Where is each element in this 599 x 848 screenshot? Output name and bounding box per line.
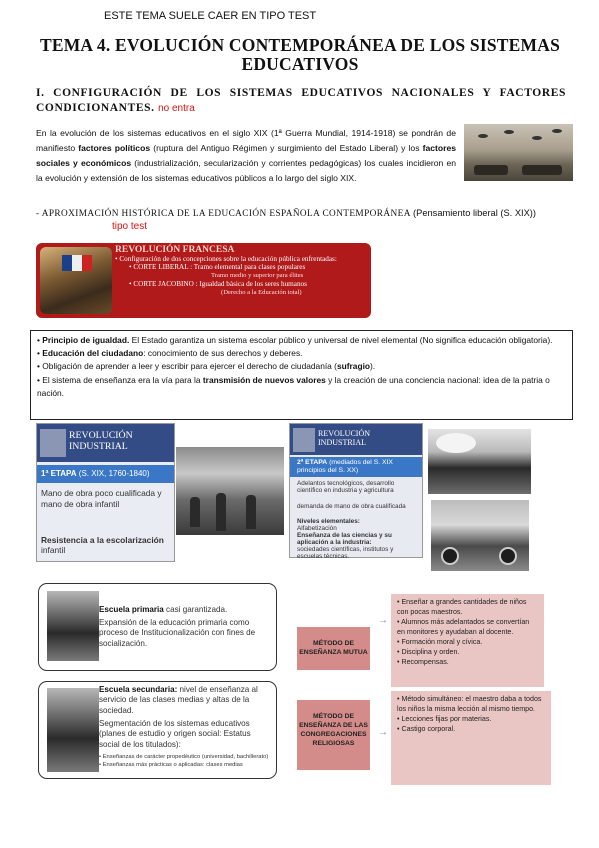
war-photo	[464, 124, 573, 181]
industrial-title: REVOLUCIÓN INDUSTRIAL	[69, 430, 133, 452]
industrial-stage-2	[289, 423, 423, 561]
liberty-painting	[40, 247, 112, 314]
intro-text-3: (industrialización, secularización y corrientes pedagógicas) los cuales incidieron en la evolución y extensión de los sistemas educativos públicos a lo largo del siglo XIX.	[36, 158, 456, 183]
page-title: TEMA 4. EVOLUCIÓN CONTEMPORÁNEA DE LOS SISTEMAS EDUCATIVOS	[39, 35, 561, 74]
tipo-test-note: tipo test	[112, 221, 148, 232]
section-note: no entra	[158, 103, 195, 114]
section-heading-text: I. CONFIGURACIÓN DE LOS SISTEMAS EDUCATIVOS NACIONALES Y FACTORES CONDICIONANTES.	[36, 87, 566, 114]
primary-body: Expansión de la educación primaria como proceso de Institucionalización con fines de socialización.	[99, 618, 256, 648]
stage-text-2: Resistencia a la escolarización infantil	[41, 535, 164, 555]
method-item: • Lecciones fijas por materias.	[397, 715, 492, 723]
car-photo	[431, 500, 529, 571]
secondary-body: Segmentación de los sistemas educativos (planes de estudio y origen social: Estatus social de los titulados):	[99, 719, 251, 749]
method-item: • Enseñar a grandes cantidades de niños con pocas maestros.	[397, 598, 527, 616]
method-item: • Disciplina y orden.	[397, 648, 460, 656]
revolution-liberal-2: Tramo medio y superior para élites	[211, 271, 304, 279]
intro-paragraph	[36, 126, 456, 186]
revolution-title: REVOLUCIÓN FRANCESA	[115, 245, 235, 255]
method-item: • Alumnos más adelantados se convertían en monitores y ayudaban al docente.	[397, 618, 530, 636]
intro-bold-2: factores sociales y económicos	[36, 143, 457, 168]
secondary-school-card	[38, 681, 277, 779]
stage-text: Mano de obra poco cualificada y mano de obra infantil	[41, 488, 162, 509]
method-congregaciones-label: MÉTODO DE ENSEÑANZA DE LAS CONGREGACIONES RELIGIOSAS	[297, 700, 370, 770]
secondary-title: Escuela secundaria: nivel de enseñanza al servicio de las clases medias y altas de la sociedad.	[99, 685, 258, 715]
train-photo	[428, 429, 531, 494]
principle-item: • Principio de igualdad. El Estado garantiza un sistema escolar público y universal de nivel elemental (No significa educación obligatoria).	[37, 335, 553, 345]
revolution-line: • Configuración de dos concepciones sobre la educación pública enfrentadas:	[115, 255, 337, 263]
stage-text: Adelantos tecnológicos, desarrollo científico en industria y agricultura	[297, 480, 395, 495]
stage-text: Alfabetización	[297, 525, 337, 532]
intro-text-2: (ruptura del Antiguo Régimen y surgimiento del Estado Liberal) y los	[153, 143, 420, 153]
intro-text-1: En la evolución de los sistemas educativos en el siglo XIX (1ª Guerra Mundial, 1914-1918) se pondrán de manifiesto	[36, 128, 456, 153]
subheading	[36, 206, 576, 221]
stage-label: 2ª ETAPA (mediados del S. XIX principios del S. XX)	[297, 459, 393, 474]
method-item: • Recompensas.	[397, 658, 449, 666]
primary-school-card	[38, 583, 277, 671]
flag-icon	[62, 255, 92, 271]
top-note: ESTE TEMA SUELE CAER EN TIPO TEST	[104, 10, 317, 22]
subheading-paren: (Pensamiento liberal (S. XIX))	[413, 208, 537, 218]
method-item: • Castigo corporal.	[397, 725, 456, 733]
principles-box	[30, 330, 573, 420]
principle-item: • Obligación de aprender a leer y escribir para ejercer el derecho de ciudadanía (sufragio).	[37, 361, 376, 372]
industrial-stage-1	[36, 423, 175, 562]
classroom-photo	[47, 688, 99, 772]
revolution-liberal: • CORTE LIBERAL : Tramo elemental para clases populares	[129, 263, 306, 272]
method-mutua-list	[391, 594, 544, 687]
revolution-jacobino: • CORTE JACOBINO : Igualdad básica de los seres humanos	[129, 280, 307, 289]
industrial-title: REVOLUCIÓN INDUSTRIAL	[318, 429, 370, 447]
method-item: • Método simultáneo: el maestro daba a todos los niños la misma lección al mismo tiempo.	[397, 695, 542, 713]
factory-icon	[40, 429, 66, 457]
intro-bold-1: factores políticos	[78, 143, 151, 153]
method-congregaciones-list	[391, 691, 551, 785]
stage-text: Enseñanza de las ciencias y su aplicación a la industria:	[297, 532, 392, 547]
section-heading	[36, 86, 566, 116]
primary-title: Escuela primaria casi garantizada.	[99, 605, 228, 614]
subheading-text: - APROXIMACIÓN HISTÓRICA DE LA EDUCACIÓN ESPAÑOLA CONTEMPORÁNEA	[36, 209, 411, 219]
factory-workers-photo	[176, 447, 284, 535]
arrow-right-icon: →	[378, 727, 388, 738]
stage-text: sociedades científicas, institutos y escuelas técnicas.	[297, 546, 394, 561]
secondary-bullet: • Enseñanzas de carácter propedéutico (universidad, bachillerato)	[99, 754, 269, 760]
stage-text: Niveles elementales:	[297, 518, 360, 525]
arrow-right-icon: →	[378, 615, 388, 626]
secondary-bullet: • Enseñanzas más prácticas o aplicadas: clases medias	[99, 762, 243, 768]
stage-label: 1ª ETAPA (S. XIX, 1760-1840)	[41, 469, 150, 478]
method-item: • Formación moral y cívica.	[397, 638, 483, 646]
revolution-jacobino-2: (Derecho a la Educación total)	[221, 288, 302, 296]
revolution-banner	[36, 243, 371, 318]
method-mutua-label: MÉTODO DE ENSEÑANZA MUTUA	[297, 627, 370, 670]
classroom-photo	[47, 591, 99, 661]
factory-icon	[293, 428, 315, 452]
principle-item: • Educación del ciudadano: conocimiento de sus derechos y deberes.	[37, 348, 303, 359]
principle-item: • El sistema de enseñanza era la vía para la transmisión de nuevos valores y la creación de una conciencia nacional: idea de la patria o nación.	[37, 374, 550, 398]
stage-text: demanda de mano de obra cualificada	[297, 503, 406, 510]
